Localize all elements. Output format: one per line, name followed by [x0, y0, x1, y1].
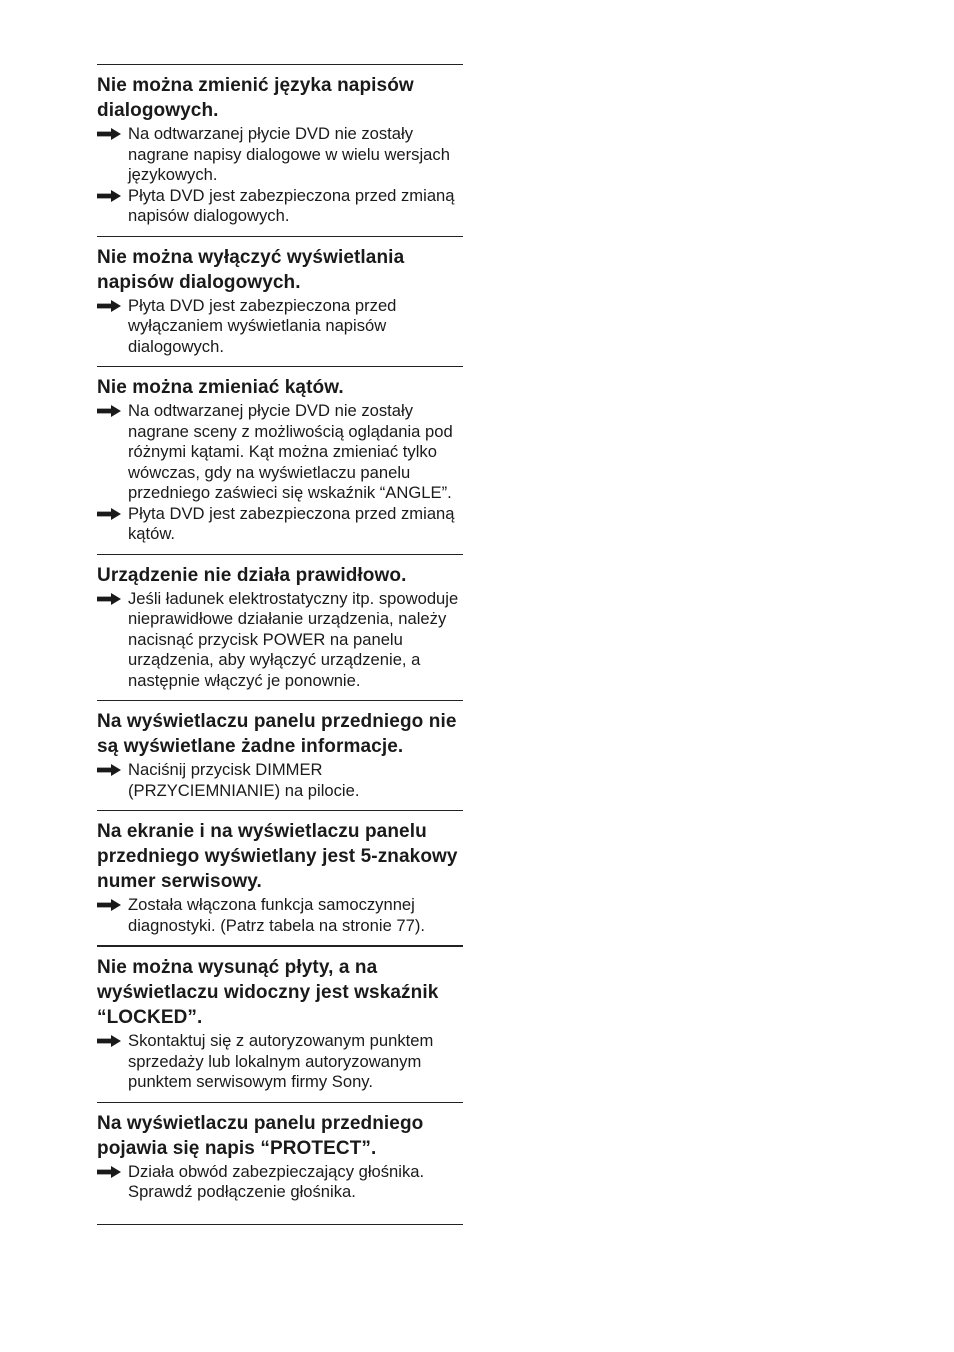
arrow-right-icon — [97, 593, 121, 605]
arrow-right-icon — [97, 405, 121, 417]
remedy-text: Na odtwarzanej płycie DVD nie zostały nagrane sceny z możliwością oglądania pod różnymi kątami. Kąt można zmieniać tylko wówczas, gdy na wyświetlaczu panelu przedniego zaświeci się wskaźnik “ANGLE”. — [128, 401, 453, 502]
arrow-right-icon — [97, 128, 121, 140]
remedy-text: Skontaktuj się z autoryzowanym punktem sprzedaży lub lokalnym autoryzowanym punktem serwisowym firmy Sony. — [128, 1031, 434, 1091]
remedy-item — [97, 589, 463, 692]
section-no-display — [97, 701, 463, 810]
remedy-text: Działa obwód zabezpieczający głośnika. Sprawdź podłączenie głośnika. — [128, 1161, 425, 1201]
arrow-right-icon — [97, 1035, 121, 1047]
section-title: Na wyświetlaczu panelu przedniego pojawia się napis “PROTECT”. — [97, 1112, 424, 1159]
arrow-right-icon — [97, 899, 121, 911]
section-subtitle-off — [97, 237, 463, 367]
section-angles — [97, 367, 463, 554]
remedy-item — [97, 1031, 463, 1093]
section-title: Nie można wysunąć płyty, a na wyświetlaczu widoczny jest wskaźnik “LOCKED”. — [97, 957, 439, 1028]
arrow-right-icon — [97, 764, 121, 776]
remedy-text: Płyta DVD jest zabezpieczona przed zmianą kątów. — [128, 503, 455, 543]
arrow-right-icon — [97, 300, 121, 312]
arrow-right-icon — [97, 508, 121, 520]
remedy-text: Płyta DVD jest zabezpieczona przed zmianą napisów dialogowych. — [128, 185, 455, 225]
section-title: Urządzenie nie działa prawidłowo. — [97, 564, 407, 586]
remedy-item — [97, 124, 463, 186]
remedy-text: Na odtwarzanej płycie DVD nie zostały nagrane napisy dialogowe w wielu wersjach językowych. — [128, 124, 450, 184]
remedy-item — [97, 895, 463, 936]
section-service-number — [97, 811, 463, 945]
remedy-item — [97, 504, 463, 545]
remedy-item — [97, 186, 463, 227]
section-malfunction — [97, 555, 463, 701]
section-title: Nie można zmienić języka napisów dialogowych. — [97, 75, 414, 121]
section-title: Na ekranie i na wyświetlaczu panelu przedniego wyświetlany jest 5-znakowy numer serwisowy. — [97, 821, 458, 892]
remedy-item — [97, 401, 463, 504]
divider — [97, 1224, 463, 1225]
section-protect — [97, 1103, 463, 1224]
remedy-text: Jeśli ładunek elektrostatyczny itp. spowoduje nieprawidłowe działanie urządzenia, należy nacisnąć przycisk POWER na panelu urządzenia, aby wyłączyć urządzenie, a następnie włączyć je ponownie. — [128, 588, 459, 690]
arrow-right-icon — [97, 190, 121, 202]
section-title: Na wyświetlaczu panelu przedniego nie są wyświetlane żadne informacje. — [97, 711, 457, 757]
remedy-text: Została włączona funkcja samoczynnej diagnostyki. (Patrz tabela na stronie 77). — [128, 895, 426, 935]
remedy-item — [97, 296, 463, 358]
section-locked — [97, 947, 463, 1102]
section-title: Nie można wyłączyć wyświetlania napisów dialogowych. — [97, 246, 405, 293]
remedy-item — [97, 760, 463, 801]
arrow-right-icon — [97, 1166, 121, 1178]
troubleshooting-column — [97, 64, 463, 1225]
remedy-text: Płyta DVD jest zabezpieczona przed wyłączaniem wyświetlania napisów dialogowych. — [128, 295, 397, 356]
section-title: Nie można zmieniać kątów. — [97, 377, 344, 398]
remedy-text: Naciśnij przycisk DIMMER (PRZYCIEMNIANIE) na pilocie. — [128, 760, 360, 800]
section-subtitle-language — [97, 65, 463, 236]
remedy-item — [97, 1162, 463, 1203]
